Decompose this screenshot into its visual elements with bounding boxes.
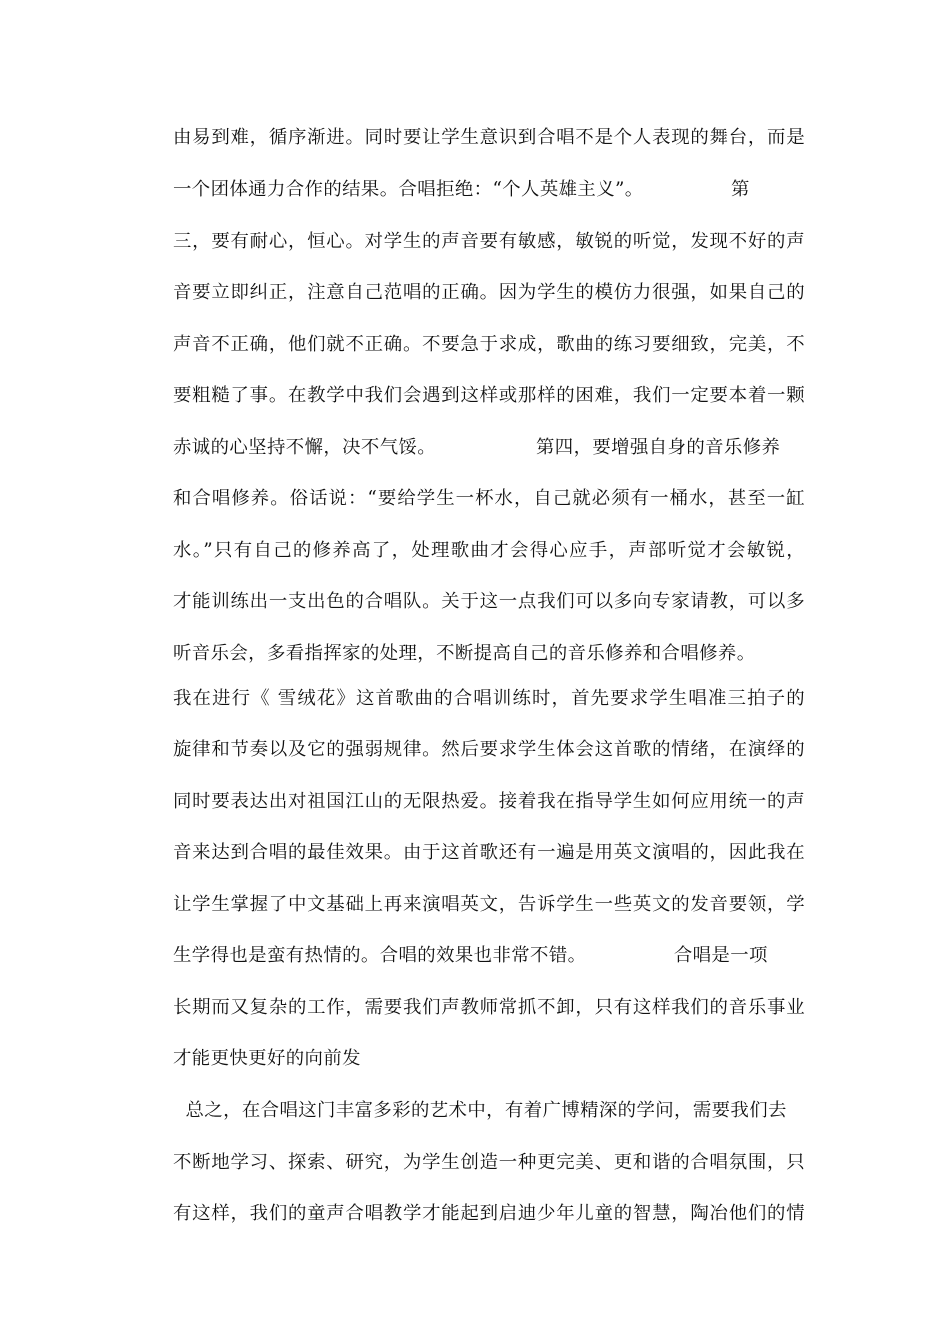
text-line-12: 我在进行《 雪绒花》这首歌曲的合唱训练时，首先要求学生唱准三拍子的 [173, 688, 805, 709]
text-line-6: 要粗糙了事。在教学中我们会遇到这样或那样的困难，我们一定要本着一颗 [173, 385, 805, 406]
text-line-8: 和合唱修养。俗话说：“要给学生一杯水，自己就必须有一桶水，甚至一缸 [173, 488, 805, 509]
text-line-7: 赤诚的心坚持不懈，决不气馁。 第四，要增强自身的音乐修养 [173, 437, 781, 458]
text-line-17: 生学得也是蛮有热情的。合唱的效果也非常不错。 合唱是一项 [173, 945, 768, 966]
text-line-10: 才能训练出一支出色的合唱队。关于这一点我们可以多向专家请教，可以多 [173, 591, 805, 612]
text-line-14: 同时要表达出对祖国江山的无限热爱。接着我在指导学生如何应用统一的声 [173, 791, 805, 812]
text-line-16: 让学生掌握了中文基础上再来演唱英文，告诉学生一些英文的发音要领，学 [173, 894, 805, 915]
text-line-22: 有这样，我们的童声合唱教学才能起到启迪少年儿童的智慧，陶冶他们的情 [173, 1203, 805, 1224]
text-line-9: 水。”只有自己的修养高了，处理歌曲才会得心应手，声部听觉才会敏锐， [173, 540, 805, 561]
text-line-5: 声音不正确，他们就不正确。不要急于求成，歌曲的练习要细致，完美，不 [173, 334, 805, 355]
text-line-20: 总之，在合唱这门丰富多彩的艺术中，有着广博精深的学问，需要我们去 [173, 1100, 787, 1121]
text-line-18: 长期而又复杂的工作，需要我们声教师常抓不卸，只有这样我们的音乐事业 [173, 997, 805, 1018]
text-line-11: 听音乐会，多看指挥家的处理，不断提高自己的音乐修养和合唱修养。 [173, 643, 756, 664]
text-line-4: 音要立即纠正，注意自己范唱的正确。因为学生的模仿力很强，如果自己的 [173, 282, 805, 303]
text-line-1: 由易到难，循序渐进。同时要让学生意识到合唱不是个人表现的舞台，而是 [173, 127, 805, 148]
text-line-15: 音来达到合唱的最佳效果。由于这首歌还有一遍是用英文演唱的，因此我在 [173, 842, 805, 863]
text-line-19: 才能更快更好的向前发 [173, 1048, 361, 1069]
text-line-21: 不断地学习、探索、研究，为学生创造一种更完美、更和谐的合唱氛围，只 [173, 1152, 805, 1173]
text-line-13: 旋律和节奏以及它的强弱规律。然后要求学生体会这首歌的情绪，在演绎的 [173, 739, 805, 760]
text-line-2: 一个团体通力合作的结果。合唱拒绝：“个人英雄主义”。 第 [173, 179, 750, 200]
text-line-3: 三，要有耐心，恒心。对学生的声音要有敏感，敏锐的听觉，发现不好的声 [173, 231, 805, 252]
